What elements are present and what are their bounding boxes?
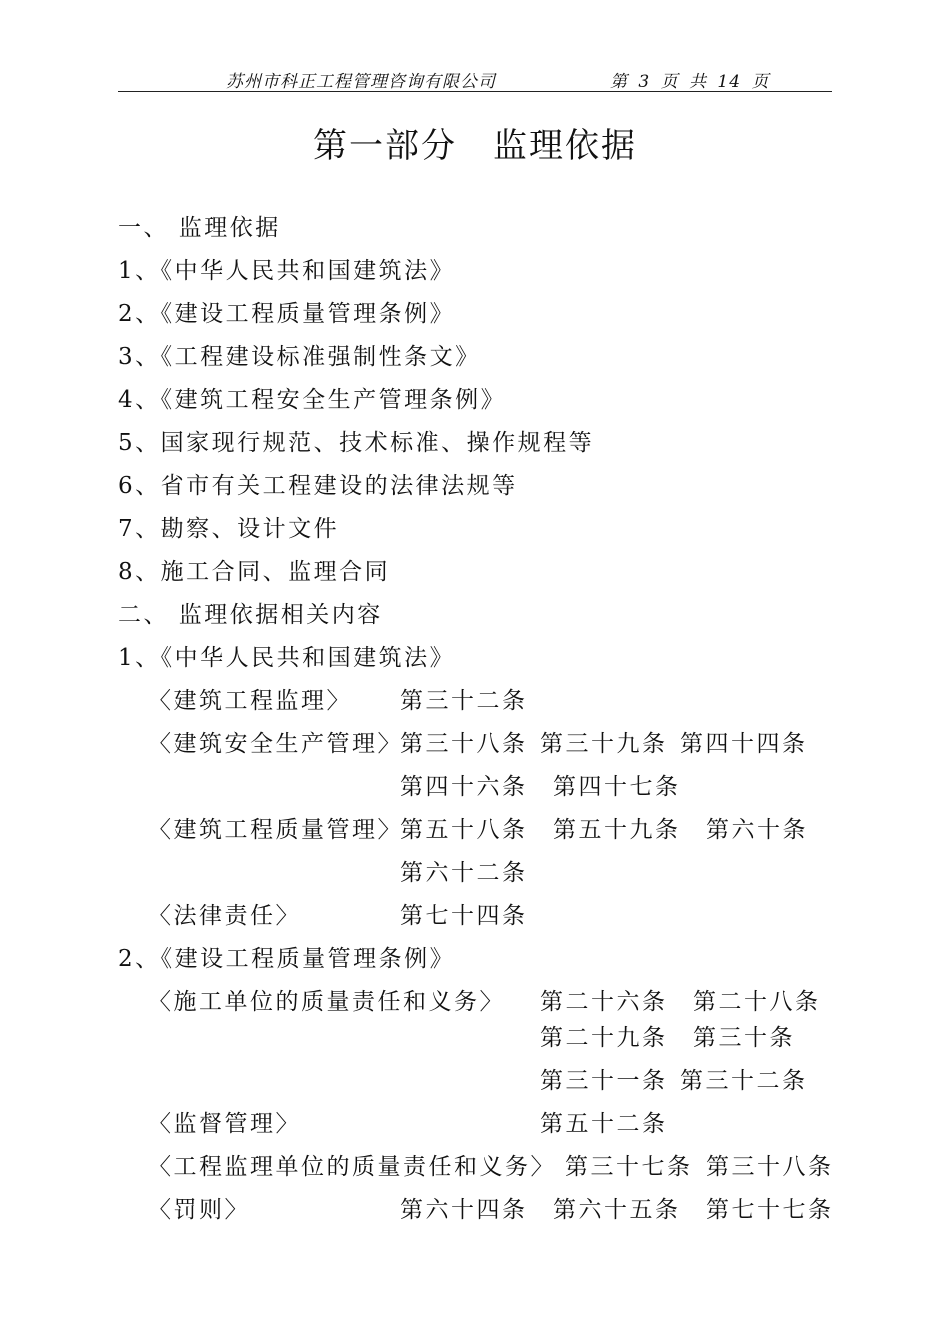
chapter-label: 〈建筑工程监理〉 [148, 688, 352, 714]
article-ref: 第七十七条 [706, 1197, 834, 1223]
article-ref: 第六十五条 [553, 1197, 681, 1223]
article-ref: 第三十一条 [540, 1068, 668, 1094]
article-ref: 第三十八条 [400, 731, 528, 757]
article-ref: 第二十八条 [693, 989, 821, 1015]
article-ref: 第五十八条 [400, 817, 528, 843]
chapter-label: 〈建筑安全生产管理〉 [148, 731, 403, 757]
section1-item: 1、《中华人民共和国建筑法》 [118, 258, 456, 284]
chapter-label: 〈监督管理〉 [148, 1111, 301, 1137]
article-ref: 第三十二条 [680, 1068, 808, 1094]
section1-item: 3、《工程建设标准强制性条文》 [118, 344, 481, 370]
section1-heading: 一、 监理依据 [118, 215, 281, 241]
article-ref: 第五十九条 [553, 817, 681, 843]
article-ref: 第七十四条 [400, 903, 528, 929]
chapter-label: 〈工程监理单位的质量责任和义务〉 [148, 1154, 556, 1180]
chapter-label: 〈建筑工程质量管理〉 [148, 817, 403, 843]
article-ref: 第五十二条 [540, 1111, 668, 1137]
chapter-label: 〈罚则〉 [148, 1197, 250, 1223]
article-ref: 第六十四条 [400, 1197, 528, 1223]
article-ref: 第三十七条 [565, 1154, 693, 1180]
header-company: 苏州市科正工程管理咨询有限公司 [226, 72, 496, 92]
article-ref: 第三十八条 [706, 1154, 834, 1180]
section1-item: 6、省市有关工程建设的法律法规等 [118, 473, 518, 499]
article-ref: 第二十六条 [540, 989, 668, 1015]
article-ref: 第四十六条 [400, 774, 528, 800]
section2-heading: 二、 监理依据相关内容 [118, 602, 383, 628]
article-ref: 第六十二条 [400, 860, 528, 886]
article-ref: 第二十九条 [540, 1025, 668, 1051]
law-title: 1、《中华人民共和国建筑法》 [118, 645, 456, 671]
chapter-label: 〈施工单位的质量责任和义务〉 [148, 989, 505, 1015]
section1-item: 7、勘察、设计文件 [118, 516, 340, 542]
section1-item: 4、《建筑工程安全生产管理条例》 [118, 387, 507, 413]
section1-item: 5、国家现行规范、技术标准、操作规程等 [118, 430, 595, 456]
article-ref: 第六十条 [706, 817, 808, 843]
page-title: 第一部分 监理依据 [313, 126, 637, 166]
article-ref: 第三十二条 [400, 688, 528, 714]
article-ref: 第四十七条 [553, 774, 681, 800]
header-rule [118, 91, 832, 92]
header-page-info: 第 3 页 共 14 页 [610, 72, 770, 92]
chapter-label: 〈法律责任〉 [148, 903, 301, 929]
law-title: 2、《建设工程质量管理条例》 [118, 946, 456, 972]
section1-item: 8、施工合同、监理合同 [118, 559, 391, 585]
article-ref: 第四十四条 [680, 731, 808, 757]
section1-item: 2、《建设工程质量管理条例》 [118, 301, 456, 327]
article-ref: 第三十九条 [540, 731, 668, 757]
article-ref: 第三十条 [693, 1025, 795, 1051]
